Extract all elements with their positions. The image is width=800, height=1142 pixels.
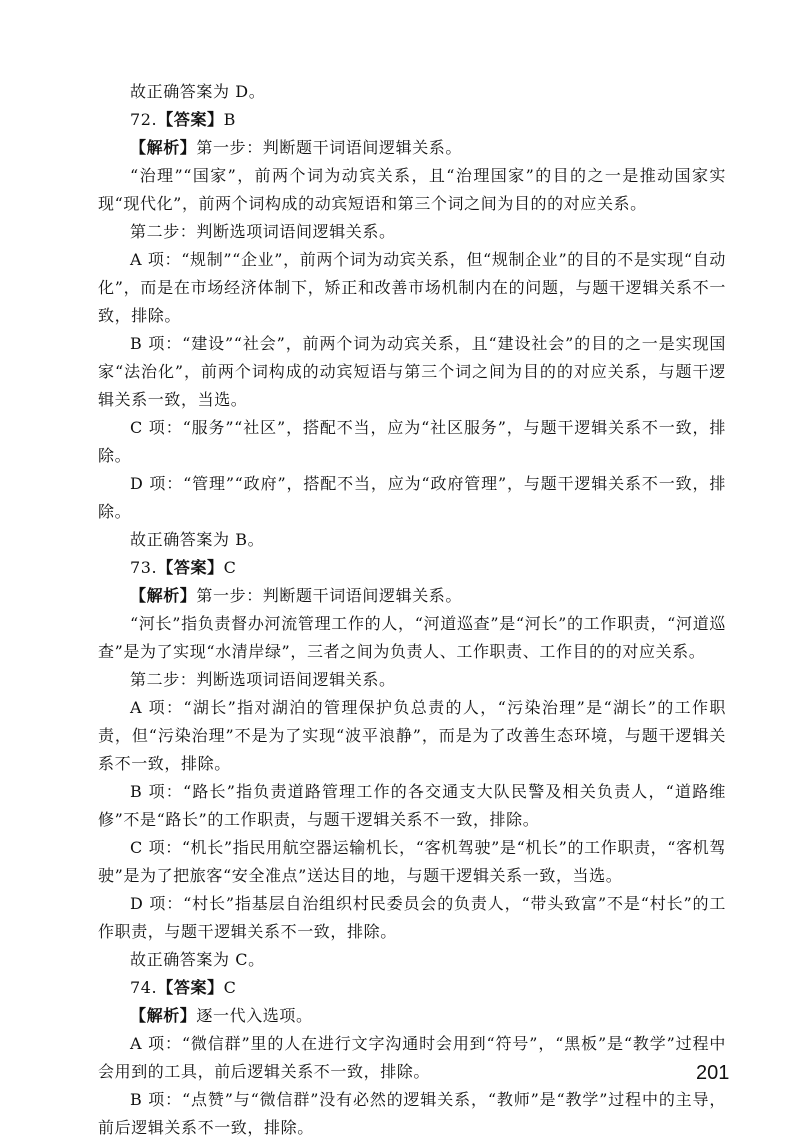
analysis-paragraph: “治理”“国家”，前两个词为动宾关系，且“治理国家”的目的之一是推动国家实现“现代化”，前两个词构成的动宾短语和第三个词之间为目的的对应关系。 — [98, 166, 726, 213]
analysis-step: 第二步：判断选项词语间逻辑关系。 — [130, 670, 396, 689]
option-c-analysis: C 项：“机长”指民用航空器运输机长，“客机驾驶”是“机长”的工作职责，“客机驾驶”是为了把旅客“安全准点”送达目的地，与题干逻辑关系一致，当选。 — [98, 838, 726, 885]
answer-label: 【答案】 — [157, 978, 224, 997]
option-b-analysis: B 项：“点赞”与“微信群”没有必然的逻辑关系，“教师”是“教学”过程中的主导，前后逻辑关系不一致，排除。 — [98, 1090, 726, 1137]
analysis-step: 【解析】第一步：判断题干词语间逻辑关系。 — [130, 138, 463, 157]
question-73-header — [98, 554, 726, 582]
analysis-step: 【解析】第一步：判断题干词语间逻辑关系。 — [130, 586, 463, 605]
option-d-analysis: D 项：“管理”“政府”，搭配不当，应为“政府管理”，与题干逻辑关系不一致，排除。 — [98, 474, 726, 521]
answer-explanations — [98, 78, 726, 1142]
answer-letter: C — [223, 978, 237, 997]
question-number: 72. — [130, 110, 158, 129]
answer-conclusion: 故正确答案为 C。 — [130, 950, 265, 969]
answer-label: 【答案】 — [157, 558, 224, 577]
analysis-label: 【解析】 — [130, 586, 197, 605]
answer-label: 【答案】 — [157, 110, 224, 129]
analysis-step: 【解析】逐一代入选项。 — [130, 1006, 313, 1025]
option-b-analysis: B 项：“建设”“社会”，前两个词为动宾关系，且“建设社会”的目的之一是实现国家“法治化”，前两个词构成的动宾短语与第三个词之间为目的的对应关系，与题干逻辑关系一致，当选。 — [98, 334, 726, 409]
page-number: 201 — [696, 1062, 730, 1084]
question-72-header — [98, 106, 726, 134]
analysis-label: 【解析】 — [130, 1006, 197, 1025]
answer-letter: C — [223, 558, 237, 577]
option-c-analysis: C 项：“服务”“社区”，搭配不当，应为“社区服务”，与题干逻辑关系不一致，排除。 — [98, 418, 726, 465]
analysis-label: 【解析】 — [130, 138, 197, 157]
option-d-analysis: D 项：“村长”指基层自治组织村民委员会的负责人，“带头致富”不是“村长”的工作职责，与题干逻辑关系不一致，排除。 — [98, 894, 726, 941]
analysis-paragraph: “河长”指负责督办河流管理工作的人，“河道巡查”是“河长”的工作职责，“河道巡查”是为了实现“水清岸绿”，三者之间为负责人、工作职责、工作目的的对应关系。 — [98, 614, 726, 661]
option-a-analysis: A 项：“微信群”里的人在进行文字沟通时会用到“符号”，“黑板”是“教学”过程中会用到的工具，前后逻辑关系不一致，排除。 — [98, 1034, 726, 1081]
question-74-header — [98, 974, 726, 1002]
question-number: 73. — [130, 558, 158, 577]
analysis-step: 第二步：判断选项词语间逻辑关系。 — [130, 222, 396, 241]
option-a-analysis: A 项：“规制”“企业”，前两个词为动宾关系，但“规制企业”的目的不是实现“自动化”，而是在市场经济体制下，矫正和改善市场机制内在的问题，与题干逻辑关系不一致，排除。 — [98, 250, 726, 325]
question-number: 74. — [130, 978, 158, 997]
answer-conclusion: 故正确答案为 B。 — [130, 530, 265, 549]
answer-conclusion: 故正确答案为 D。 — [130, 82, 266, 101]
answer-letter: B — [223, 110, 237, 129]
option-a-analysis: A 项：“湖长”指对湖泊的管理保护负总责的人，“污染治理”是“湖长”的工作职责，但“污染治理”不是为了实现“波平浪静”，而是为了改善生态环境，与题干逻辑关系不一致，排除。 — [98, 698, 726, 773]
option-b-analysis: B 项：“路长”指负责道路管理工作的各交通支大队民警及相关负责人，“道路维修”不是“路长”的工作职责，与题干逻辑关系不一致，排除。 — [98, 782, 726, 829]
